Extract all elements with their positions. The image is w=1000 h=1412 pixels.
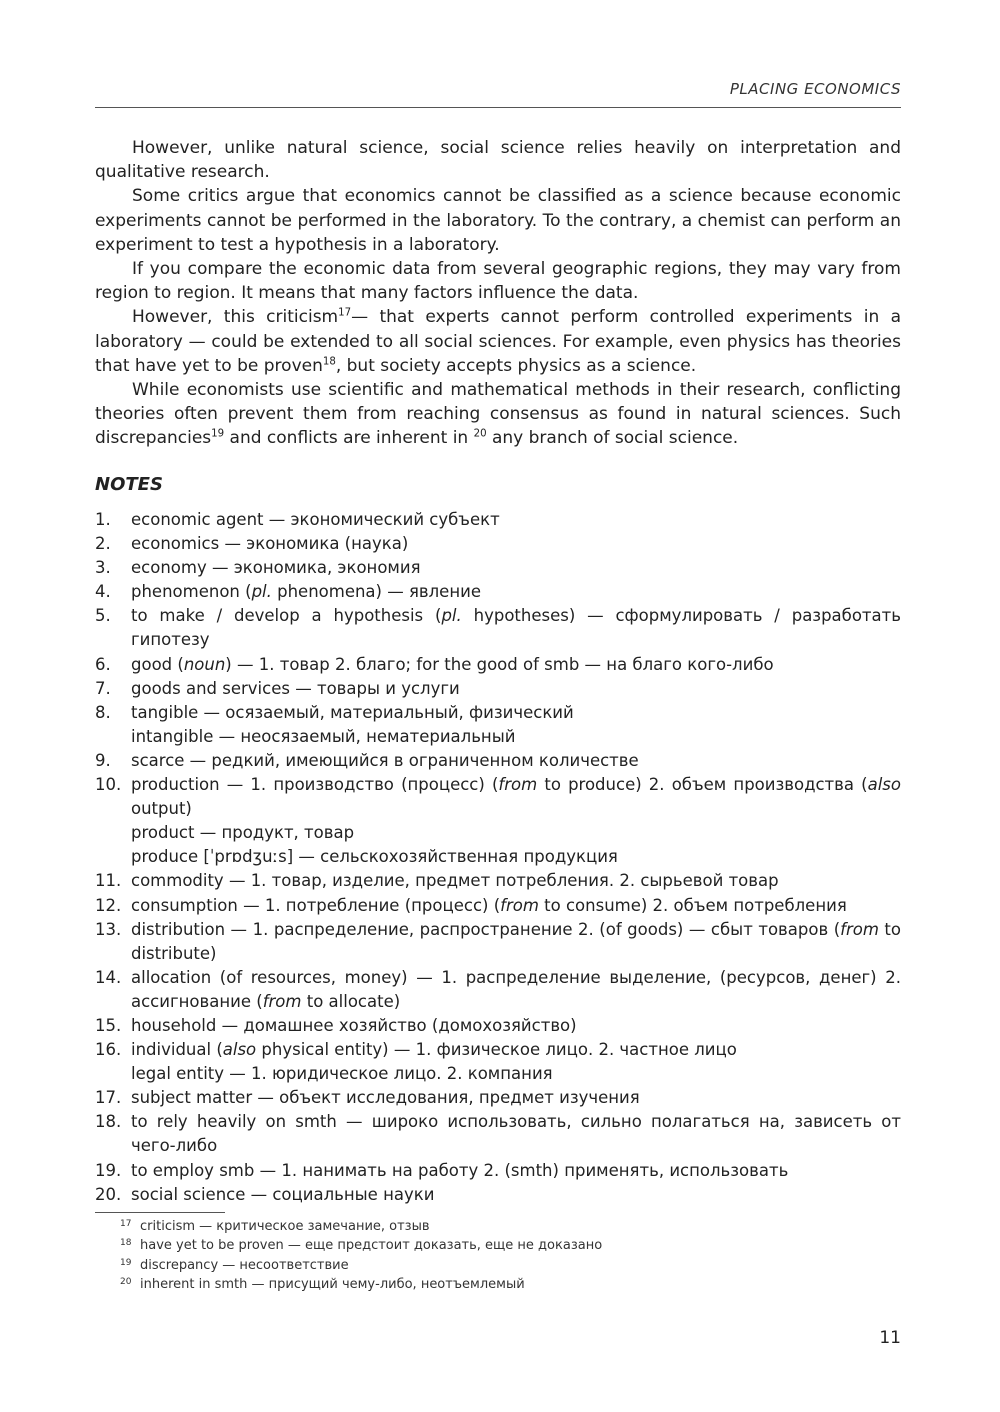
note-text: output) [131,799,192,819]
note-item [95,604,901,652]
note-italic-text: from [498,775,538,795]
paragraph-text: and conflicts are inherent in [224,428,474,449]
note-number: 17. [95,1088,122,1108]
note-number: 10. [95,775,122,795]
note-text: consumption — 1. потребление (процесс) ( [131,895,501,915]
paragraph-text: If you compare the economic data from several geographic regions, they may vary from region to region. It means that many factors influence the data. [95,259,901,304]
note-body [131,773,901,869]
note-line [131,508,901,532]
note-text: subject matter — объект исследования, предмет изучения [131,1088,640,1108]
note-body [131,918,901,966]
page-number: 11 [879,1328,901,1348]
note-italic-text: from [500,895,539,915]
note-item [95,966,901,1014]
note-number: 4. [95,582,111,602]
body-paragraph [95,136,901,184]
note-body [131,508,901,532]
note-body [131,1086,901,1110]
note-line [131,894,901,918]
note-text: to rely heavily on smth — широко использовать, сильно полагаться на, зависеть от чего-либо [131,1112,901,1156]
note-line [131,725,901,749]
body-paragraph [95,305,901,378]
footnote-ref: 18 [322,356,336,368]
note-text: to employ smb — 1. нанимать на работу 2. (smth) применять, использовать [131,1160,789,1180]
note-text: economics — экономика (наука) [131,534,409,554]
notes-heading: NOTES [95,474,163,495]
note-text: ) — 1. товар 2. благо; for the good of smb — на благо кого-либо [225,654,774,674]
note-item [95,1014,901,1038]
note-text: economy — экономика, экономия [131,558,421,578]
note-number: 18. [95,1112,122,1132]
note-number: 19. [95,1160,122,1180]
body-text [95,136,901,451]
note-text: distribution — 1. распределение, распространение 2. (of goods) — сбыт товаров ( [131,919,841,939]
note-line [131,677,901,701]
note-line [131,1086,901,1110]
note-italic-text: from [840,919,879,939]
footnote-ref: 17 [338,307,352,319]
note-italic-text: from [262,991,302,1011]
note-text: production — 1. производство (процесс) ( [131,775,499,795]
note-line [131,1062,901,1086]
footnote [120,1217,602,1236]
note-text: commodity — 1. товар, изделие, предмет потребления. 2. сырьевой товар [131,871,779,891]
note-number: 15. [95,1015,122,1035]
note-number: 2. [95,534,111,554]
note-text: phenomena) — явление [271,582,481,602]
note-number: 12. [95,895,122,915]
note-text: goods and services — товары и услуги [131,678,460,698]
note-body [131,677,901,701]
note-body [131,532,901,556]
note-body [131,1183,901,1207]
note-number: 9. [95,750,111,770]
note-line [131,918,901,966]
note-text: tangible — осязаемый, материальный, физический [131,702,574,722]
note-item [95,653,901,677]
note-line [131,1014,901,1038]
note-italic-text: pl. [251,582,272,602]
footnote-text: inherent in smth — присущий чему-либо, неотъемлемый [140,1277,525,1293]
note-body [131,1110,901,1158]
note-text: social science — социальные науки [131,1184,435,1204]
note-text: good ( [131,654,184,674]
footnote [120,1256,602,1275]
note-italic-text: also [222,1040,257,1060]
footnotes [120,1217,602,1295]
note-item [95,1159,901,1183]
paragraph-text: While economists use scientific and mathematical methods in their research, conflicting theories often prevent them from reaching consensus as found in natural sciences. Such discrepancies [95,380,901,449]
note-item [95,508,901,532]
paragraph-text: any branch of social science. [486,428,739,449]
note-text: to make / develop a hypothesis ( [131,606,442,626]
note-number: 7. [95,678,111,698]
note-item [95,869,901,893]
note-line [131,701,901,725]
note-line [131,1038,901,1062]
note-italic-text: pl. [441,606,462,626]
note-item [95,749,901,773]
paragraph-text: — that experts cannot perform controlled experiments in a laboratory — could be extended to all social sciences. For example, even physics has theories that have yet to be proven [95,307,901,376]
note-text: economic agent — экономический субъект [131,510,500,529]
note-line [131,749,901,773]
note-text: to allocate) [301,991,401,1011]
note-item [95,1038,901,1086]
footnote-text: criticism — критическое замечание, отзыв [140,1219,430,1234]
note-text: to produce) 2. объем производства ( [537,775,868,795]
note-body [131,966,901,1014]
note-italic-text: also [867,775,901,795]
footnote [120,1236,602,1255]
note-line [131,653,901,677]
note-item [95,556,901,580]
note-line [131,1183,901,1207]
note-body [131,580,901,604]
note-line [131,845,901,869]
note-body [131,701,901,749]
note-line [131,556,901,580]
note-text: scarce — редкий, имеющийся в ограниченном количестве [131,750,639,770]
note-line [131,773,901,821]
note-text: product — продукт, товар [131,823,355,843]
note-line [131,532,901,556]
note-item [95,1110,901,1158]
note-line [131,869,901,893]
note-text: individual ( [131,1040,223,1060]
paragraph-text: , but society accepts physics as a science. [335,355,697,376]
note-text: physical entity) — 1. физическое лицо. 2. частное лицо [256,1040,737,1060]
running-head: PLACING ECONOMICS [729,80,901,98]
note-number: 11. [95,871,122,891]
note-line [131,580,901,604]
footnote-rule [95,1212,225,1213]
footnote [120,1275,602,1294]
note-body [131,894,901,918]
footnote-ref: 19 [211,428,225,440]
paragraph-text: However, unlike natural science, social science relies heavily on interpretation and qualitative research. [95,138,901,183]
notes-list [95,508,901,1207]
note-item [95,580,901,604]
note-item [95,918,901,966]
footnote-number: 20 [120,1277,132,1288]
note-number: 6. [95,654,111,674]
header-rule [95,107,901,108]
note-text: legal entity — 1. юридическое лицо. 2. компания [131,1064,553,1084]
note-body [131,869,901,893]
note-text: to distribute) [131,919,902,963]
note-text: intangible — неосязаемый, нематериальный [131,726,516,746]
note-body [131,1159,901,1183]
note-number: 1. [95,510,111,529]
note-body [131,653,901,677]
note-line [131,966,901,1014]
note-number: 3. [95,558,111,578]
body-paragraph [95,257,901,305]
paragraph-text: Some critics argue that economics cannot be classified as a science because economic experiments cannot be performed in the laboratory. To the contrary, a chemist can perform an experiment to test a hypothesis in a laboratory. [95,186,901,255]
note-number: 5. [95,606,111,626]
note-italic-text: noun [183,654,226,674]
note-item [95,1183,901,1207]
body-paragraph [95,184,901,257]
note-text: produce [ˈprɒdʒuːs] — сельскохозяйственная продукция [131,847,618,867]
note-item [95,894,901,918]
note-item [95,1086,901,1110]
note-item [95,701,901,749]
note-number: 16. [95,1040,122,1060]
footnote-ref: 20 [473,428,487,440]
note-body [131,1038,901,1086]
note-line [131,1110,901,1158]
note-number: 8. [95,702,111,722]
body-paragraph [95,378,901,451]
note-line [131,821,901,845]
note-body [131,604,901,652]
note-text: household — домашнее хозяйство (домохозяйство) [131,1015,577,1035]
note-text: hypotheses) — сформулировать / разработать гипотезу [131,606,901,650]
footnote-number: 18 [120,1238,132,1249]
footnote-text: discrepancy — несоответствие [140,1257,349,1273]
paragraph-text: However, this criticism [132,307,339,328]
note-number: 20. [95,1184,122,1204]
footnote-text: have yet to be proven — еще предстоит доказать, еще не доказано [140,1238,603,1254]
note-text: allocation (of resources, money) — 1. распределение выделение, (ресурсов, денег) 2. ассигнование ( [131,967,901,1011]
note-item [95,677,901,701]
note-text: phenomenon ( [131,582,252,602]
note-item [95,532,901,556]
note-number: 14. [95,967,122,987]
note-line [131,1159,901,1183]
note-item [95,773,901,869]
note-text: to consume) 2. объем потребления [538,895,847,915]
footnote-number: 19 [120,1257,132,1268]
footnote-number: 17 [120,1219,132,1229]
note-line [131,604,901,652]
note-body [131,749,901,773]
note-number: 13. [95,919,122,939]
note-body [131,556,901,580]
note-body [131,1014,901,1038]
